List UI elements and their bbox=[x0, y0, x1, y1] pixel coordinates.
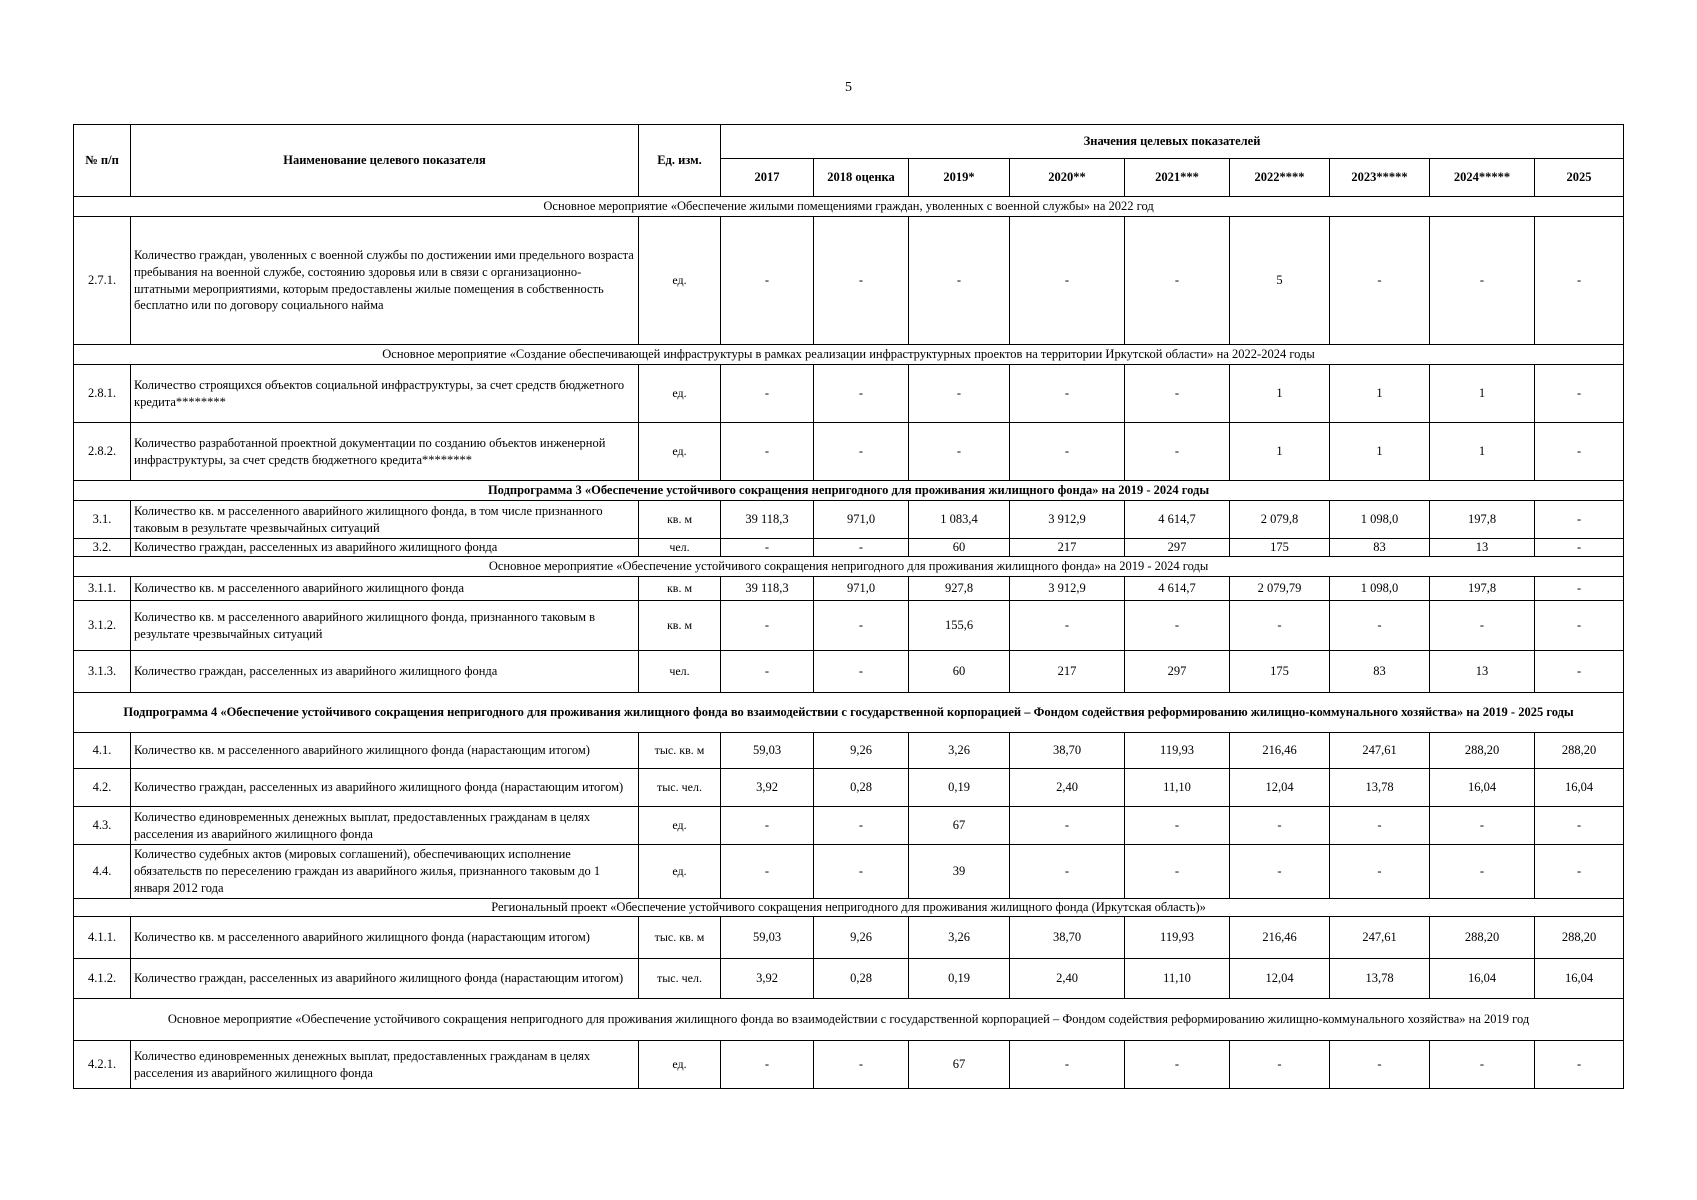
value-cell: 1 bbox=[1430, 365, 1535, 423]
value-cell: 3,26 bbox=[909, 917, 1010, 959]
value-cell: 217 bbox=[1010, 651, 1125, 693]
value-cell: 13,78 bbox=[1330, 769, 1430, 807]
value-cell: - bbox=[1230, 845, 1330, 899]
value-cell: - bbox=[721, 539, 814, 557]
section-title: Основное мероприятие «Обеспечение устойчивого сокращения непригодного для проживания жилищного фонда» на 2019 - 2024 годы bbox=[74, 557, 1624, 577]
value-cell: - bbox=[909, 365, 1010, 423]
row-number: 3.1.3. bbox=[74, 651, 131, 693]
value-cell: - bbox=[721, 423, 814, 481]
value-cell: 16,04 bbox=[1535, 769, 1624, 807]
value-cell: 1 bbox=[1330, 423, 1430, 481]
value-cell: - bbox=[1010, 845, 1125, 899]
value-cell: 1 098,0 bbox=[1330, 577, 1430, 601]
indicator-name: Количество кв. м расселенного аварийного жилищного фонда (нарастающим итогом) bbox=[131, 917, 639, 959]
value-cell: 3,92 bbox=[721, 769, 814, 807]
unit-cell: тыс. чел. bbox=[639, 959, 721, 999]
value-cell: 1 bbox=[1230, 423, 1330, 481]
year-header: 2019* bbox=[909, 159, 1010, 197]
table-row bbox=[74, 501, 1624, 539]
table-row bbox=[74, 539, 1624, 557]
num-header: № п/п bbox=[74, 125, 131, 197]
value-cell: 3 912,9 bbox=[1010, 577, 1125, 601]
value-cell: 16,04 bbox=[1430, 769, 1535, 807]
value-cell: - bbox=[814, 423, 909, 481]
value-cell: - bbox=[1430, 807, 1535, 845]
value-cell: 0,19 bbox=[909, 769, 1010, 807]
value-cell: 3 912,9 bbox=[1010, 501, 1125, 539]
value-cell: 9,26 bbox=[814, 917, 909, 959]
value-cell: - bbox=[814, 1041, 909, 1089]
table-row bbox=[74, 577, 1624, 601]
value-cell: 38,70 bbox=[1010, 917, 1125, 959]
value-cell: - bbox=[1535, 217, 1624, 345]
section-title: Подпрограмма 4 «Обеспечение устойчивого сокращения непригодного для проживания жилищного фонда во взаимодействии с государственной корпорацией – Фондом содействия реформированию жилищно-коммунального хозяйства» на 2019 - 2025 годы bbox=[74, 693, 1624, 733]
value-cell: - bbox=[814, 845, 909, 899]
value-cell: - bbox=[1230, 807, 1330, 845]
indicator-name: Количество разработанной проектной документации по созданию объектов инженерной инфраструктуры, за счет средств бюджетного кредита******** bbox=[131, 423, 639, 481]
value-cell: 3,26 bbox=[909, 733, 1010, 769]
value-cell: 217 bbox=[1010, 539, 1125, 557]
value-cell: - bbox=[814, 365, 909, 423]
target-indicators-table bbox=[73, 124, 1624, 1089]
value-cell: 2,40 bbox=[1010, 769, 1125, 807]
value-cell: 1 bbox=[1330, 365, 1430, 423]
value-cell: 971,0 bbox=[814, 577, 909, 601]
row-number: 2.8.2. bbox=[74, 423, 131, 481]
value-cell: 59,03 bbox=[721, 733, 814, 769]
value-cell: - bbox=[1535, 539, 1624, 557]
value-cell: - bbox=[721, 845, 814, 899]
value-cell: 59,03 bbox=[721, 917, 814, 959]
indicator-name: Количество граждан, расселенных из аварийного жилищного фонда bbox=[131, 651, 639, 693]
value-cell: 1 bbox=[1230, 365, 1330, 423]
value-cell: 1 098,0 bbox=[1330, 501, 1430, 539]
year-header: 2024***** bbox=[1430, 159, 1535, 197]
table-row bbox=[74, 769, 1624, 807]
section-row bbox=[74, 197, 1624, 217]
indicator-name: Количество кв. м расселенного аварийного жилищного фонда, в том числе признанного таковым в результате чрезвычайных ситуаций bbox=[131, 501, 639, 539]
value-cell: 197,8 bbox=[1430, 501, 1535, 539]
row-number: 4.2.1. bbox=[74, 1041, 131, 1089]
value-cell: - bbox=[1535, 845, 1624, 899]
indicator-name: Количество судебных актов (мировых соглашений), обеспечивающих исполнение обязательств по переселению граждан из аварийного жилья, признанного таковым до 1 января 2012 года bbox=[131, 845, 639, 899]
value-cell: - bbox=[1010, 365, 1125, 423]
value-cell: - bbox=[814, 217, 909, 345]
value-cell: 11,10 bbox=[1125, 959, 1230, 999]
unit-cell: ед. bbox=[639, 423, 721, 481]
value-cell: - bbox=[1010, 807, 1125, 845]
value-cell: - bbox=[1330, 845, 1430, 899]
section-row bbox=[74, 693, 1624, 733]
value-cell: 197,8 bbox=[1430, 577, 1535, 601]
value-cell: 0,28 bbox=[814, 769, 909, 807]
value-cell: 13 bbox=[1430, 539, 1535, 557]
table-row bbox=[74, 651, 1624, 693]
value-cell: 119,93 bbox=[1125, 917, 1230, 959]
value-cell: - bbox=[1330, 601, 1430, 651]
value-cell: 216,46 bbox=[1230, 917, 1330, 959]
value-cell: - bbox=[814, 601, 909, 651]
value-cell: 16,04 bbox=[1430, 959, 1535, 999]
value-cell: - bbox=[1125, 217, 1230, 345]
value-cell: 39 bbox=[909, 845, 1010, 899]
value-cell: - bbox=[814, 539, 909, 557]
indicator-name: Количество граждан, расселенных из аварийного жилищного фонда (нарастающим итогом) bbox=[131, 959, 639, 999]
value-cell: 39 118,3 bbox=[721, 501, 814, 539]
page-number: 5 bbox=[845, 80, 852, 95]
value-cell: 247,61 bbox=[1330, 917, 1430, 959]
value-cell: 11,10 bbox=[1125, 769, 1230, 807]
table-row bbox=[74, 1041, 1624, 1089]
value-cell: 5 bbox=[1230, 217, 1330, 345]
value-cell: - bbox=[1330, 1041, 1430, 1089]
value-cell: - bbox=[1535, 365, 1624, 423]
value-cell: 175 bbox=[1230, 539, 1330, 557]
value-cell: 216,46 bbox=[1230, 733, 1330, 769]
value-cell: 2,40 bbox=[1010, 959, 1125, 999]
row-number: 3.1. bbox=[74, 501, 131, 539]
section-title: Основное мероприятие «Обеспечение устойчивого сокращения непригодного для проживания жилищного фонда во взаимодействии с государственной корпорацией – Фондом содействия реформированию жилищно-коммунального хозяйства» на 2019 год bbox=[74, 999, 1624, 1041]
value-cell: - bbox=[1535, 651, 1624, 693]
value-cell: 16,04 bbox=[1535, 959, 1624, 999]
row-number: 4.3. bbox=[74, 807, 131, 845]
value-cell: 67 bbox=[909, 1041, 1010, 1089]
value-cell: - bbox=[1535, 501, 1624, 539]
year-header: 2022**** bbox=[1230, 159, 1330, 197]
table-row bbox=[74, 917, 1624, 959]
value-cell: 12,04 bbox=[1230, 959, 1330, 999]
unit-cell: ед. bbox=[639, 217, 721, 345]
indicator-name: Количество кв. м расселенного аварийного жилищного фонда (нарастающим итогом) bbox=[131, 733, 639, 769]
value-cell: - bbox=[1535, 577, 1624, 601]
value-cell: 155,6 bbox=[909, 601, 1010, 651]
value-cell: 39 118,3 bbox=[721, 577, 814, 601]
section-row bbox=[74, 481, 1624, 501]
unit-cell: тыс. кв. м bbox=[639, 917, 721, 959]
value-cell: - bbox=[1430, 845, 1535, 899]
table-row bbox=[74, 733, 1624, 769]
name-header: Наименование целевого показателя bbox=[131, 125, 639, 197]
value-cell: 3,92 bbox=[721, 959, 814, 999]
unit-cell: чел. bbox=[639, 539, 721, 557]
section-title: Подпрограмма 3 «Обеспечение устойчивого сокращения непригодного для проживания жилищного фонда» на 2019 - 2024 годы bbox=[74, 481, 1624, 501]
values-header: Значения целевых показателей bbox=[721, 125, 1624, 159]
value-cell: 2 079,79 bbox=[1230, 577, 1330, 601]
value-cell: 1 bbox=[1430, 423, 1535, 481]
row-number: 4.2. bbox=[74, 769, 131, 807]
year-header: 2023***** bbox=[1330, 159, 1430, 197]
table-body bbox=[74, 197, 1624, 1089]
value-cell: 0,19 bbox=[909, 959, 1010, 999]
value-cell: 13,78 bbox=[1330, 959, 1430, 999]
value-cell: - bbox=[721, 217, 814, 345]
year-header: 2017 bbox=[721, 159, 814, 197]
value-cell: - bbox=[1230, 1041, 1330, 1089]
value-cell: - bbox=[1125, 845, 1230, 899]
unit-cell: кв. м bbox=[639, 501, 721, 539]
table-row bbox=[74, 423, 1624, 481]
value-cell: 288,20 bbox=[1535, 917, 1624, 959]
value-cell: 4 614,7 bbox=[1125, 577, 1230, 601]
value-cell: 247,61 bbox=[1330, 733, 1430, 769]
indicator-name: Количество граждан, уволенных с военной службы по достижении ими предельного возраста пребывания на военной службе, состоянию здоровья или в связи с организационно-штатными мероприятиями, которым предоставлены жилые помещения в собственность бесплатно или по договору социального найма bbox=[131, 217, 639, 345]
table-row bbox=[74, 845, 1624, 899]
section-title: Основное мероприятие «Обеспечение жилыми помещениями граждан, уволенных с военной службы» на 2022 год bbox=[74, 197, 1624, 217]
table-row bbox=[74, 959, 1624, 999]
indicator-name: Количество граждан, расселенных из аварийного жилищного фонда (нарастающим итогом) bbox=[131, 769, 639, 807]
value-cell: - bbox=[1230, 601, 1330, 651]
value-cell: 12,04 bbox=[1230, 769, 1330, 807]
value-cell: 2 079,8 bbox=[1230, 501, 1330, 539]
unit-cell: ед. bbox=[639, 807, 721, 845]
row-number: 2.8.1. bbox=[74, 365, 131, 423]
indicator-name: Количество строящихся объектов социальной инфраструктуры, за счет средств бюджетного кредита******** bbox=[131, 365, 639, 423]
value-cell: - bbox=[1430, 601, 1535, 651]
row-number: 4.1. bbox=[74, 733, 131, 769]
value-cell: - bbox=[1125, 423, 1230, 481]
value-cell: 1 083,4 bbox=[909, 501, 1010, 539]
year-header: 2020** bbox=[1010, 159, 1125, 197]
value-cell: 297 bbox=[1125, 651, 1230, 693]
value-cell: - bbox=[1330, 217, 1430, 345]
unit-cell: чел. bbox=[639, 651, 721, 693]
section-row bbox=[74, 999, 1624, 1041]
unit-header: Ед. изм. bbox=[639, 125, 721, 197]
value-cell: - bbox=[1125, 601, 1230, 651]
unit-cell: тыс. чел. bbox=[639, 769, 721, 807]
table-row bbox=[74, 217, 1624, 345]
unit-cell: ед. bbox=[639, 845, 721, 899]
value-cell: 288,20 bbox=[1430, 733, 1535, 769]
row-number: 4.1.1. bbox=[74, 917, 131, 959]
section-title: Региональный проект «Обеспечение устойчивого сокращения непригодного для проживания жилищного фонда (Иркутская область)» bbox=[74, 899, 1624, 917]
value-cell: 60 bbox=[909, 651, 1010, 693]
value-cell: - bbox=[1125, 1041, 1230, 1089]
section-row bbox=[74, 557, 1624, 577]
value-cell: 67 bbox=[909, 807, 1010, 845]
value-cell: 0,28 bbox=[814, 959, 909, 999]
unit-cell: кв. м bbox=[639, 601, 721, 651]
value-cell: - bbox=[721, 807, 814, 845]
section-row bbox=[74, 345, 1624, 365]
value-cell: - bbox=[721, 1041, 814, 1089]
indicator-name: Количество кв. м расселенного аварийного жилищного фонда, признанного таковым в результате чрезвычайных ситуаций bbox=[131, 601, 639, 651]
value-cell: 60 bbox=[909, 539, 1010, 557]
section-title: Основное мероприятие «Создание обеспечивающей инфраструктуры в рамках реализации инфраструктурных проектов на территории Иркутской области» на 2022-2024 годы bbox=[74, 345, 1624, 365]
table-row bbox=[74, 601, 1624, 651]
value-cell: 288,20 bbox=[1430, 917, 1535, 959]
row-number: 2.7.1. bbox=[74, 217, 131, 345]
row-number: 4.4. bbox=[74, 845, 131, 899]
value-cell: - bbox=[1535, 1041, 1624, 1089]
row-number: 4.1.2. bbox=[74, 959, 131, 999]
value-cell: - bbox=[814, 807, 909, 845]
value-cell: 927,8 bbox=[909, 577, 1010, 601]
section-row bbox=[74, 899, 1624, 917]
value-cell: - bbox=[1430, 1041, 1535, 1089]
value-cell: 4 614,7 bbox=[1125, 501, 1230, 539]
year-header: 2018 оценка bbox=[814, 159, 909, 197]
value-cell: - bbox=[1010, 1041, 1125, 1089]
value-cell: - bbox=[1125, 365, 1230, 423]
unit-cell: кв. м bbox=[639, 577, 721, 601]
value-cell: - bbox=[1010, 423, 1125, 481]
table-header bbox=[74, 125, 1624, 197]
value-cell: - bbox=[1535, 423, 1624, 481]
value-cell: 297 bbox=[1125, 539, 1230, 557]
value-cell: - bbox=[1010, 217, 1125, 345]
unit-cell: ед. bbox=[639, 1041, 721, 1089]
value-cell: 971,0 bbox=[814, 501, 909, 539]
value-cell: 119,93 bbox=[1125, 733, 1230, 769]
row-number: 3.2. bbox=[74, 539, 131, 557]
value-cell: - bbox=[814, 651, 909, 693]
table-row bbox=[74, 807, 1624, 845]
value-cell: 38,70 bbox=[1010, 733, 1125, 769]
value-cell: - bbox=[1330, 807, 1430, 845]
row-number: 3.1.1. bbox=[74, 577, 131, 601]
value-cell: 9,26 bbox=[814, 733, 909, 769]
value-cell: 83 bbox=[1330, 539, 1430, 557]
row-number: 3.1.2. bbox=[74, 601, 131, 651]
value-cell: - bbox=[721, 601, 814, 651]
value-cell: - bbox=[1535, 601, 1624, 651]
indicator-name: Количество единовременных денежных выплат, предоставленных гражданам в целях расселения из аварийного жилищного фонда bbox=[131, 1041, 639, 1089]
indicator-name: Количество граждан, расселенных из аварийного жилищного фонда bbox=[131, 539, 639, 557]
value-cell: 83 bbox=[1330, 651, 1430, 693]
year-header: 2021*** bbox=[1125, 159, 1230, 197]
value-cell: - bbox=[1535, 807, 1624, 845]
table-row bbox=[74, 365, 1624, 423]
value-cell: - bbox=[1430, 217, 1535, 345]
year-header: 2025 bbox=[1535, 159, 1624, 197]
indicator-name: Количество единовременных денежных выплат, предоставленных гражданам в целях расселения из аварийного жилищного фонда bbox=[131, 807, 639, 845]
value-cell: - bbox=[1125, 807, 1230, 845]
value-cell: 288,20 bbox=[1535, 733, 1624, 769]
value-cell: - bbox=[721, 651, 814, 693]
value-cell: 175 bbox=[1230, 651, 1330, 693]
value-cell: - bbox=[909, 217, 1010, 345]
value-cell: - bbox=[721, 365, 814, 423]
indicator-name: Количество кв. м расселенного аварийного жилищного фонда bbox=[131, 577, 639, 601]
unit-cell: ед. bbox=[639, 365, 721, 423]
value-cell: - bbox=[909, 423, 1010, 481]
unit-cell: тыс. кв. м bbox=[639, 733, 721, 769]
value-cell: - bbox=[1010, 601, 1125, 651]
value-cell: 13 bbox=[1430, 651, 1535, 693]
